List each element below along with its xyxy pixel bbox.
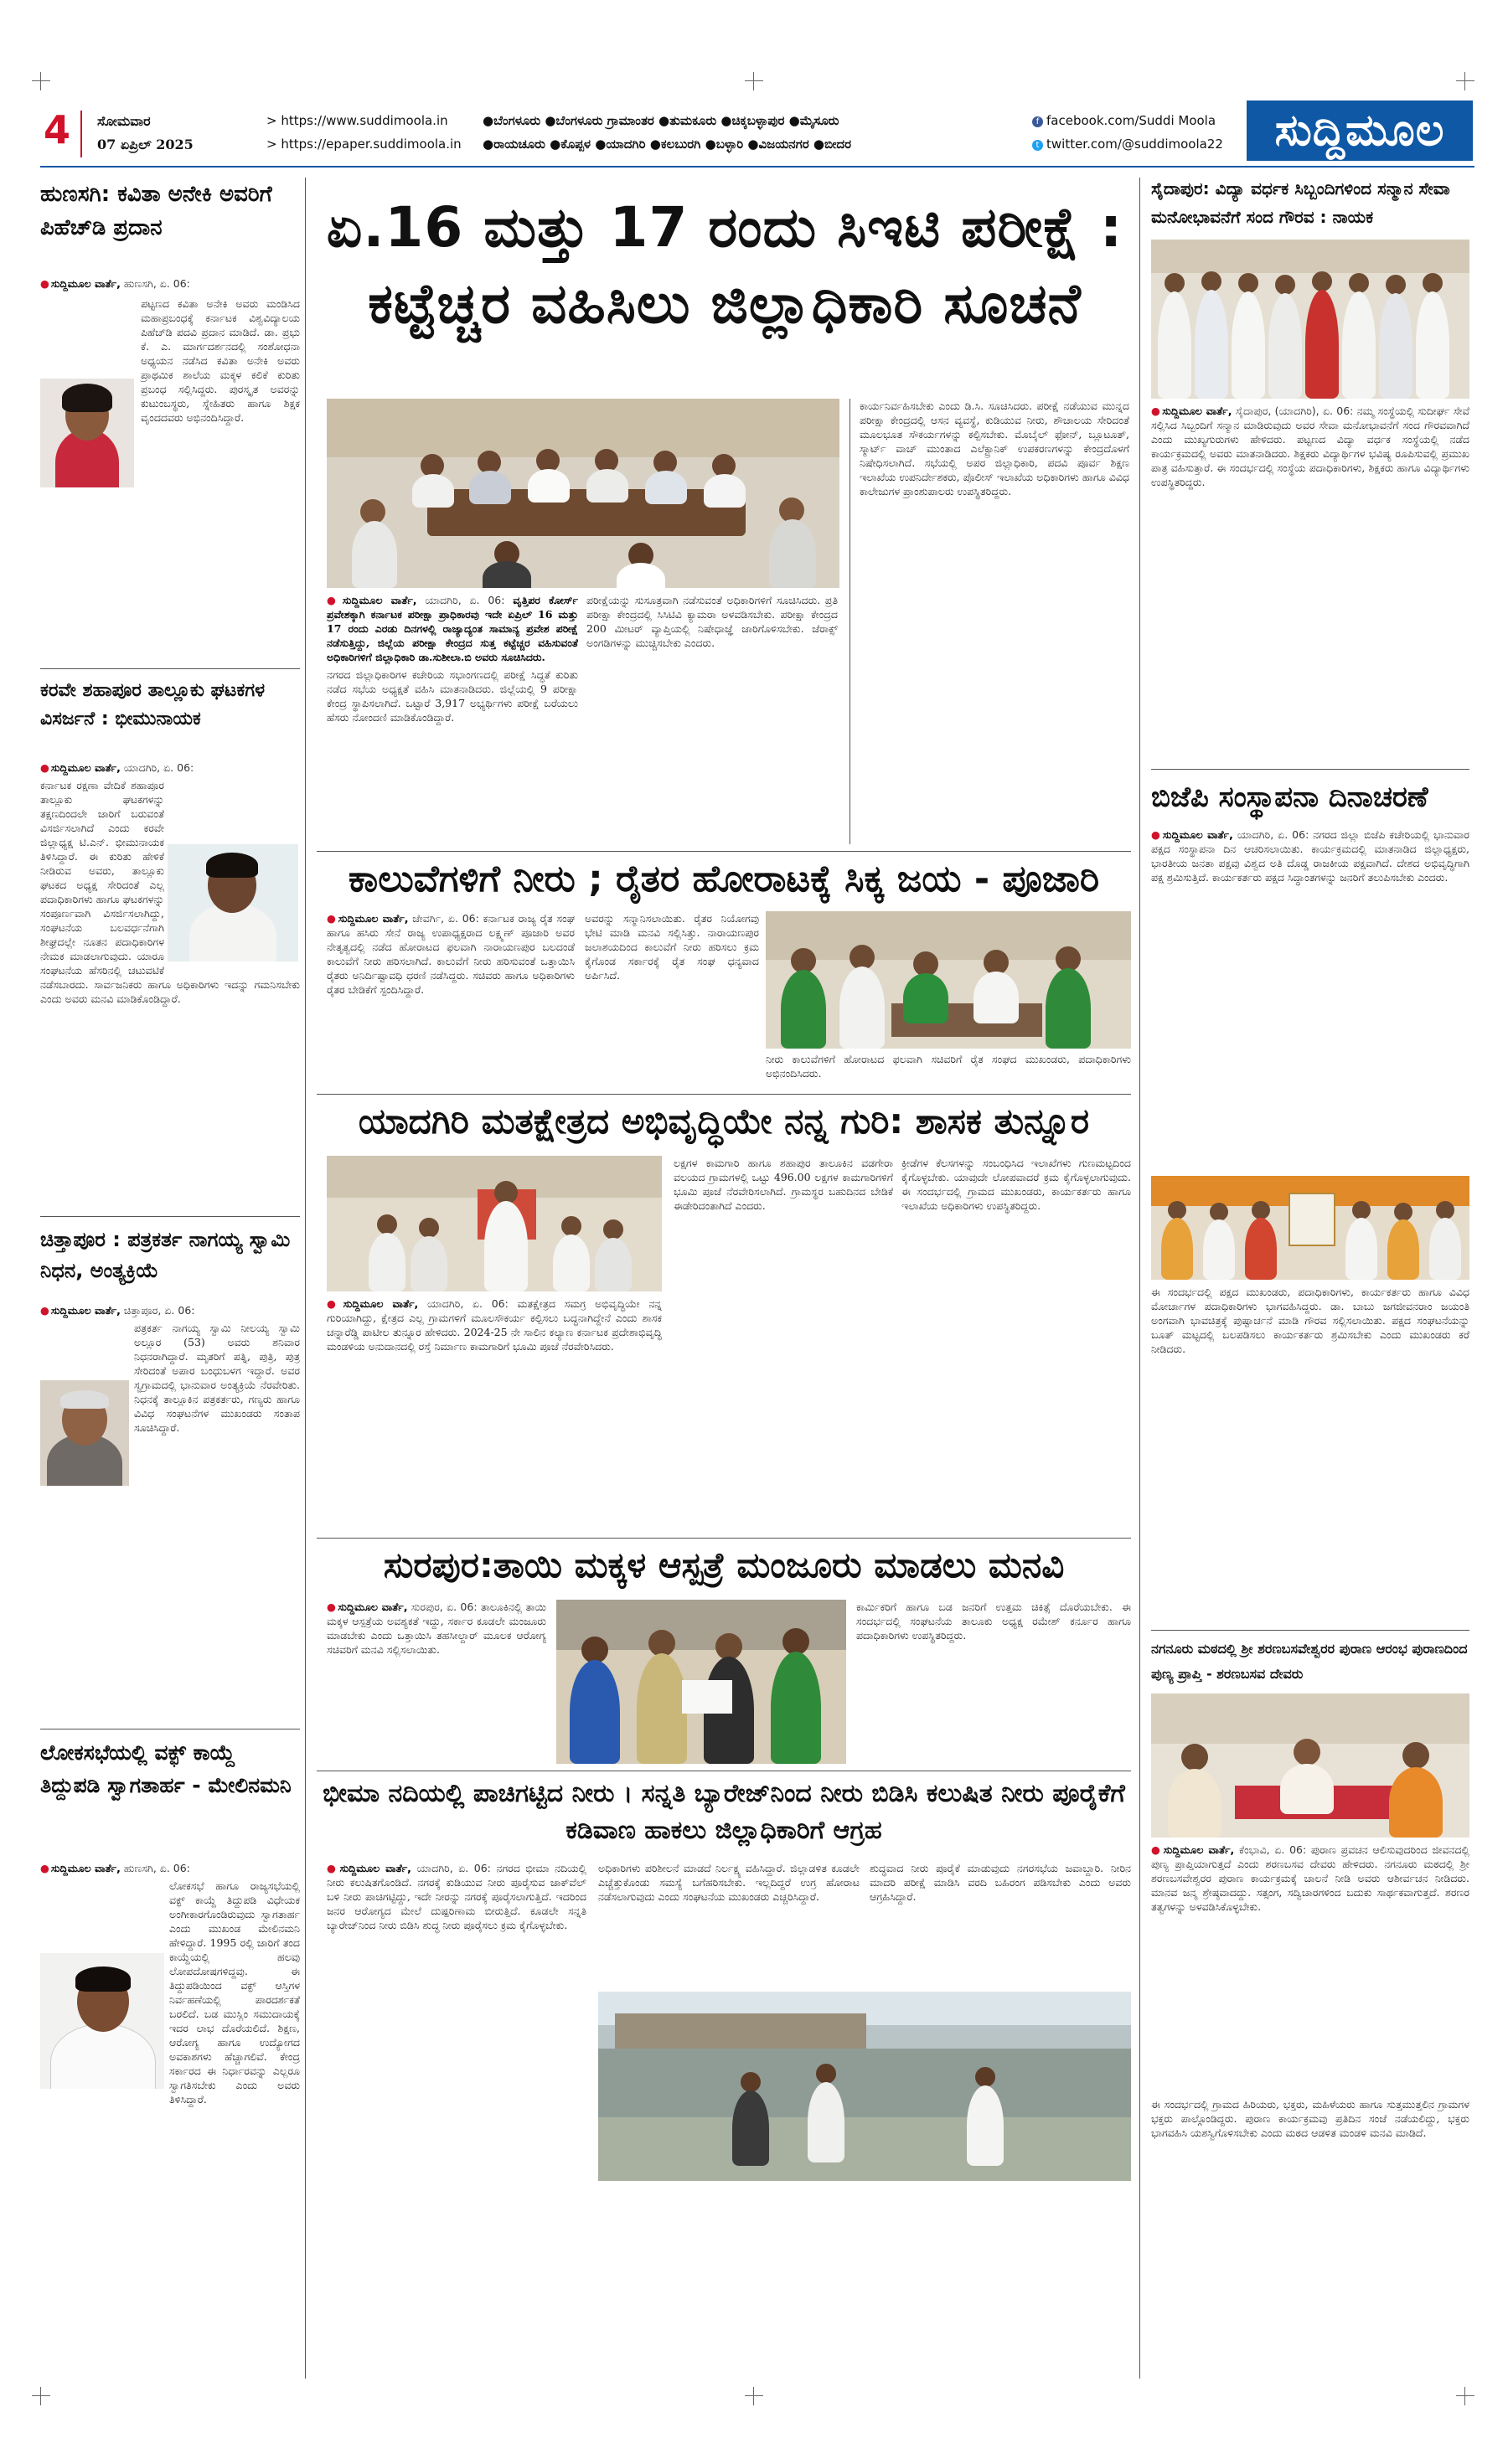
naganur-body-1: ● ಸುದ್ದಿಮೂಲ ವಾರ್ತೆ, ಕೆಂಭಾವಿ, ಏ. 06: ಪುರಾಣ ಪ್ರವಚನ ಆಲಿಸುವುದರಿಂದ ಜೀವನದಲ್ಲಿ ಪುಣ್ಯ ಪ್ರಾಪ್ತಿಯಾಗುತ್ತದೆ ಎಂದು ಶರಣಬಸವ ದೇವರು ಹೇಳಿದರು. ನಗನೂರು ಮಠದಲ್ಲಿ ಶ್ರೀ ಶರಣಬಸವೇಶ್ವರರ ಪುರಾಣ ಕಾರ್ಯಕ್ರಮಕ್ಕೆ ಚಾಲನೆ ನೀಡಿ ಅವರು ಆಶೀರ್ವಚನ ನೀಡಿದರು. ಮಾನವ ಜನ್ಮ ಶ್ರೇಷ್ಠವಾದದ್ದು. ಸತ್ಸಂಗ, ಸದ್ವಿಚಾರಗಳಿಂದ ಬದುಕು ಸಾರ್ಥಕವಾಗುತ್ತದೆ. ಶರಣರ ತತ್ವಗಳನ್ನು ಅಳವಡಿಸಿಕೊಳ್ಳಬೇಕು. <box>1151 1843 1469 2094</box>
article-karave-body: ● ಸುದ್ದಿಮೂಲ ವಾರ್ತೆ, ಯಾದಗಿರಿ, ಏ. 06: ಕರ್ನಾಟಕ ರಕ್ಷಣಾ ವೇದಿಕೆ ಶಹಾಪೂರ ತಾಲ್ಲೂಕು ಘಟಕಗಳನ್ನು ತಕ್ಷಣದಿಂದಲೇ ಜಾರಿಗೆ ಬರುವಂತೆ ವಿಸರ್ಜಿಸಲಾಗಿದೆ ಎಂದು ಕರವೇ ಜಿಲ್ಲಾಧ್ಯಕ್ಷ ಟಿ.ಎನ್. ಭೀಮುನಾಯಕ ತಿಳಿಸಿದ್ದಾರೆ. ಈ ಕುರಿತು ಹೇಳಿಕೆ ನೀಡಿರುವ ಅವರು, ತಾಲ್ಲೂಕು ಘಟಕದ ಅಧ್ಯಕ್ಷ ಸೇರಿದಂತೆ ಎಲ್ಲ ಪದಾಧಿಕಾರಿಗಳು ಹಾಗೂ ಘಟಕಗಳನ್ನು ಸಂಪೂರ್ಣವಾಗಿ ವಿಸರ್ಜಿಸಲಾಗಿದ್ದು, ಸಂಘಟನೆಯ ಬಲವರ್ಧನೆಗಾಗಿ ಶೀಘ್ರದಲ್ಲೇ ನೂತನ ಪದಾಧಿಕಾರಿಗಳ ನೇಮಕ ಮಾಡಲಾಗುವುದು. ಯಾರೂ ಸಂಘಟನೆಯ ಹೆಸರಿನಲ್ಲಿ ಚಟುವಟಿಕೆ ನಡೆಸಬಾರದು. ಸಾರ್ವಜನಿಕರು ಹಾಗೂ ಅಧಿಕಾರಿಗಳು ಇದನ್ನು ಗಮನಿಸಬೇಕು ಎಂದು ಅವರು ಮನವಿ ಮಾಡಿಕೊಂಡಿದ್ದಾರೆ. <box>40 760 300 1209</box>
saidapur-photo <box>1151 240 1469 399</box>
naganur-body-2: ಈ ಸಂದರ್ಭದಲ್ಲಿ ಗ್ರಾಮದ ಹಿರಿಯರು, ಭಕ್ತರು, ಮಹಿಳೆಯರು ಹಾಗೂ ಸುತ್ತಮುತ್ತಲಿನ ಗ್ರಾಮಗಳ ಭಕ್ತರು ಪಾಲ್ಗೊಂಡಿದ್ದರು. ಪುರಾಣ ಕಾರ್ಯಕ್ರಮವು ಪ್ರತಿದಿನ ಸಂಜೆ ನಡೆಯಲಿದ್ದು, ಭಕ್ತರು ಭಾಗವಹಿಸಿ ಯಶಸ್ವಿಗೊಳಿಸಬೇಕು ಎಂದು ಮಠದ ಆಡಳಿತ ಮಂಡಳಿ ಮನವಿ ಮಾಡಿದೆ. <box>1151 2098 1469 2139</box>
yadgir-photo <box>327 1156 662 1291</box>
facebook-icon: f <box>1032 116 1043 127</box>
cities-row-1: ●ಬೆಂಗಳೂರು ●ಬೆಂಗಳೂರು ಗ್ರಾಮಾಂತರ ●ತುಮಕೂರು ●ಚಿಕ್ಕಬಳ್ಳಾಪುರ ●ಮೈಸೂರು <box>483 113 839 128</box>
article-nagayya-body: ● ಸುದ್ದಿಮೂಲ ವಾರ್ತೆ, ಚಿತ್ತಾಪೂರ, ಏ. 06: ಪತ್ರಕರ್ತ ನಾಗಯ್ಯ ಸ್ವಾಮಿ ನೀಲಯ್ಯ ಸ್ವಾಮಿ ಅಲ್ಲೂರ (53) ಅವರು ಶನಿವಾರ ನಿಧನರಾಗಿದ್ದಾರೆ. ಮೃತರಿಗೆ ಪತ್ನಿ, ಪುತ್ರಿ, ಪುತ್ರ ಸೇರಿದಂತೆ ಅಪಾರ ಬಂಧುಬಳಗ ಇದ್ದಾರೆ. ಅವರ ಸ್ವಗ್ರಾಮದಲ್ಲಿ ಭಾನುವಾರ ಅಂತ್ಯಕ್ರಿಯೆ ನೆರವೇರಿತು. ನಿಧನಕ್ಕೆ ತಾಲ್ಲೂಕಿನ ಪತ್ರಕರ್ತರು, ಗಣ್ಯರು ಹಾಗೂ ವಿವಿಧ ಸಂಘಟನೆಗಳ ಮುಖಂಡರು ಸಂತಾಪ ಸೂಚಿಸಿದ್ದಾರೆ. <box>40 1303 300 1720</box>
header-rule <box>40 166 1474 168</box>
kaluve-photo <box>766 911 1131 1049</box>
crop-mark <box>1456 2387 1474 2405</box>
facebook-link[interactable]: f facebook.com/Suddi Moola <box>1032 113 1216 128</box>
column-rule <box>305 178 306 2379</box>
yadgir-col-2: ಲಕ್ಷಗಳ ಕಾಮಗಾರಿ ಹಾಗೂ ಶಹಾಪುರ ತಾಲೂಕಿನ ವಡಗೇರಾ ವಲಯದ ಗ್ರಾಮಗಳಲ್ಲಿ ಒಟ್ಟು 496.00 ಲಕ್ಷಗಳ ಕಾಮಗಾರಿಗಳಿಗೆ ಭೂಮಿ ಪೂಜೆ ನೆರವೇರಿಸಲಾಗಿದೆ. ಗ್ರಾಮಸ್ಥರ ಬಹುದಿನದ ಬೇಡಿಕೆ ಈಡೇರಿದಂತಾಗಿದೆ ಎಂದರು. <box>674 1157 893 1212</box>
kaluve-col-2: ಅವರನ್ನು ಸನ್ಮಾನಿಸಲಾಯಿತು. ರೈತರ ನಿಯೋಗವು ಭೇಟಿ ಮಾಡಿ ಮನವಿ ಸಲ್ಲಿಸಿತ್ತು. ನಾರಾಯಣಪುರ ಜಲಾಶಯದಿಂದ ಕಾಲುವೆಗೆ ನೀರು ಹರಿಸಲು ಕ್ರಮ ಕೈಗೊಂಡ ಸರ್ಕಾರಕ್ಕೆ ರೈತ ಸಂಘ ಧನ್ಯವಾದ ಅರ್ಪಿಸಿದೆ. <box>585 912 759 982</box>
section-rule <box>317 1094 1131 1095</box>
section-rule <box>317 851 1131 852</box>
section-rule <box>1151 769 1469 770</box>
section-rule <box>317 1538 1131 1539</box>
yadgir-col-3: ಕ್ರೀಡೆಗಳ ಕೆಲಸಗಳನ್ನು ಸಂಬಂಧಿಸಿದ ಇಲಾಖೆಗಳು ಗುಣಮಟ್ಟದಿಂದ ಕೈಗೊಳ್ಳಬೇಕು. ಯಾವುದೇ ಲೋಪವಾದರೆ ಕ್ರಮ ಕೈಗೊಳ್ಳಲಾಗುವುದು. ಈ ಸಂದರ್ಭದಲ್ಲಿ ಗ್ರಾಮದ ಮುಖಂಡರು, ಕಾರ್ಯಕರ್ತರು ಹಾಗೂ ಇಲಾಖೆಯ ಅಧಿಕಾರಿಗಳು ಉಪಸ್ಥಿತರಿದ್ದರು. <box>901 1157 1131 1212</box>
date-label: 07 ಏಪ್ರಿಲ್ 2025 <box>97 137 194 152</box>
twitter-icon: t <box>1032 140 1043 151</box>
kaluve-caption: ನೀರು ಕಾಲುವೆಗಳಿಗೆ ಹೋರಾಟದ ಫಲವಾಗಿ ಸಚಿವರಿಗೆ ರೈತ ಸಂಘದ ಮುಖಂಡರು, ಪದಾಧಿಕಾರಿಗಳು ಅಭಿನಂದಿಸಿದರು. <box>766 1053 1131 1080</box>
surapura-col-2: ಕಾರ್ಮಿಕರಿಗೆ ಹಾಗೂ ಬಡ ಜನರಿಗೆ ಉತ್ತಮ ಚಿಕಿತ್ಸೆ ದೊರೆಯಬೇಕು. ಈ ಸಂದರ್ಭದಲ್ಲಿ ಸಂಘಟನೆಯ ತಾಲೂಕು ಅಧ್ಯಕ್ಷ ರಮೇಶ್ ಕರ್ನೂರ ಹಾಗೂ ಪದಾಧಿಕಾರಿಗಳು ಉಪಸ್ಥಿತರಿದ್ದರು. <box>856 1601 1131 1642</box>
page-number-rule <box>80 111 82 157</box>
headline-surapura: ಸುರಪುರ:ತಾಯಿ ಮಕ್ಕಳ ಆಸ್ಪತ್ರೆ ಮಂಜೂರು ಮಾಡಲು ಮನವಿ <box>383 1544 1065 1585</box>
lead-col-1: ● ಸುದ್ದಿಮೂಲ ವಾರ್ತೆ, ಯಾದಗಿರಿ, ಏ. 06: ವೃತ್ತಿಪರ ಕೋರ್ಸ್ ಪ್ರವೇಶಕ್ಕಾಗಿ ಕರ್ನಾಟಕ ಪರೀಕ್ಷಾ ಪ್ರಾಧಿಕಾರವು ಇದೇ ಏಪ್ರಿಲ್ 16 ಮತ್ತು 17 ರಂದು ಎರಡು ದಿನಗಳಲ್ಲಿ ರಾಜ್ಯಾದ್ಯಂತ ಸಾಮಾನ್ಯ ಪ್ರವೇಶ ಪರೀಕ್ಷೆ ನಡೆಸುತ್ತಿದ್ದು, ಜಿಲ್ಲೆಯ ಪರೀಕ್ಷಾ ಕೇಂದ್ರದ ಸುತ್ತ ಕಟ್ಟೆಚ್ಚರ ವಹಿಸುವಂತೆ ಅಧಿಕಾರಿಗಳಿಗೆ ಜಿಲ್ಲಾಧಿಕಾರಿ ಡಾ.ಸುಶೀಲಾ.ಬಿ ಅವರು ಸೂಚಿಸಿದರು. ನಗರದ ಜಿಲ್ಲಾಧಿಕಾರಿಗಳ ಕಚೇರಿಯ ಸಭಾಂಗಣದಲ್ಲಿ ಪರೀಕ್ಷೆ ಸಿದ್ಧತೆ ಕುರಿತು ನಡೆದ ಸಭೆಯ ಅಧ್ಯಕ್ಷತೆ ವಹಿಸಿ ಮಾತನಾಡಿದರು. ಜಿಲ್ಲೆಯಲ್ಲಿ 9 ಪರೀಕ್ಷಾ ಕೇಂದ್ರ ಸ್ಥಾಪಿಸಲಾಗಿದೆ. ಒಟ್ಟಾರೆ 3,917 ಅಭ್ಯರ್ಥಿಗಳು ಪರೀಕ್ಷೆ ಬರೆಯಲು ಹೆಸರು ನೋಂದಣಿ ಮಾಡಿಕೊಂಡಿದ್ದಾರೆ. <box>327 593 578 844</box>
section-rule <box>1151 1630 1469 1631</box>
lead-photo <box>327 399 839 588</box>
bheema-col-2: ಅಧಿಕಾರಿಗಳು ಪರಿಶೀಲನೆ ಮಾಡದೆ ನಿರ್ಲಕ್ಷ್ಯ ವಹಿಸಿದ್ದಾರೆ. ಜಿಲ್ಲಾಡಳಿತ ಕೂಡಲೇ ಎಚ್ಚೆತ್ತುಕೊಂಡು ಸಮಸ್ಯೆ ಬಗೆಹರಿಸಬೇಕು. ಇಲ್ಲದಿದ್ದರೆ ಉಗ್ರ ಹೋರಾಟ ನಡೆಸಲಾಗುವುದು ಎಂದು ಸಂಘಟನೆಯ ಮುಖಂಡರು ಎಚ್ಚರಿಸಿದ್ದಾರೆ. <box>598 1862 860 1903</box>
surapura-photo <box>556 1600 846 1764</box>
naganur-photo <box>1151 1693 1469 1838</box>
chevron-right-icon: > <box>266 137 277 152</box>
bjp-body-2: ಈ ಸಂದರ್ಭದಲ್ಲಿ ಪಕ್ಷದ ಮುಖಂಡರು, ಪದಾಧಿಕಾರಿಗಳು, ಕಾರ್ಯಕರ್ತರು ಹಾಗೂ ವಿವಿಧ ಮೋರ್ಚಾಗಳ ಪದಾಧಿಕಾರಿಗಳು ಭಾಗವಹಿಸಿದ್ದರು. ಡಾ. ಬಾಬು ಜಗಜೀವನರಾಂ ಜಯಂತಿ ಅಂಗವಾಗಿ ಭಾವಚಿತ್ರಕ್ಕೆ ಪುಷ್ಪಾರ್ಚನೆ ಮಾಡಿ ಗೌರವ ಸಲ್ಲಿಸಲಾಯಿತು. ಪಕ್ಷದ ಸಂಘಟನೆಯನ್ನು ಬೂತ್ ಮಟ್ಟದಲ್ಲಿ ಬಲಪಡಿಸಲು ಕಾರ್ಯಕರ್ತರು ಶ್ರಮಿಸಬೇಕು ಎಂದು ಮುಖಂಡರು ಕರೆ ನೀಡಿದರು. <box>1151 1286 1469 1355</box>
headline-saidapur: ಸೈದಾಪುರ: ವಿದ್ಯಾ ವರ್ಧಕ ಸಿಬ್ಬಂದಿಗಳಿಂದ ಸನ್ಮಾನ ಸೇವಾ ಮನೋಭಾವನೆಗೆ ಸಂದ ಗೌರವ : ನಾಯಕ <box>1151 178 1450 227</box>
bheema-photo <box>598 1992 1131 2181</box>
lead-headline: ಏ.16 ಮತ್ತು 17 ರಂದು ಸಿಇಟಿ ಪರೀಕ್ಷೆ : ಕಟ್ಟೆಚ್ಚರ ವಹಿಸಿಲು ಜಿಲ್ಲಾಧಿಕಾರಿ ಸೂಚನೆ <box>326 195 1123 337</box>
bheema-col-1: ● ಸುದ್ದಿಮೂಲ ವಾರ್ತೆ, ಯಾದಗಿರಿ, ಏ. 06: ನಗರದ ಭೀಮಾ ನದಿಯಲ್ಲಿ ನೀರು ಕಲುಷಿತಗೊಂಡಿದೆ. ನಗರಕ್ಕೆ ಕುಡಿಯುವ ನೀರು ಪೂರೈಸುವ ಜಾಕ್‌ವೆಲ್ ಬಳಿ ನೀರು ಪಾಚಿಗಟ್ಟಿದ್ದು, ಇದೇ ನೀರನ್ನು ನಗರಕ್ಕೆ ಪೂರೈಸಲಾಗುತ್ತಿದೆ. ಇದರಿಂದ ಜನರ ಆರೋಗ್ಯದ ಮೇಲೆ ದುಷ್ಪರಿಣಾಮ ಬೀರುತ್ತಿದೆ. ಕೂಡಲೇ ಸನ್ನತಿ ಬ್ಯಾರೇಜ್‌ನಿಂದ ನೀರು ಬಿಡಿಸಿ ಶುದ್ಧ ನೀರು ಪೂರೈಸಲು ಕ್ರಮ ಕೈಗೊಳ್ಳಬೇಕು. <box>327 1861 586 2379</box>
day-label: ಸೋಮವಾರ <box>97 113 151 129</box>
headline-waqf: ಲೋಕಸಭೆಯಲ್ಲಿ ವಕ್ಫ್ ಕಾಯ್ದೆ ತಿದ್ದುಪಡಿ ಸ್ವಾಗತಾರ್ಹ - ಮೇಲಿನಮನಿ <box>40 1740 292 1797</box>
headline-bheema: ಭೀಮಾ ನದಿಯಲ್ಲಿ ಪಾಚಿಗಟ್ಟಿದ ನೀರು । ಸನ್ನತಿ ಬ್ಯಾರೇಜ್‌ನಿಂದ ನೀರು ಬಿಡಿಸಿ ಕಲುಷಿತ ನೀರು ಪೂರೈಕೆಗೆ ಕಡಿವಾಣ ಹಾಕಲು ಜಿಲ್ಲಾಧಿಕಾರಿಗೆ ಆಗ್ರಹ <box>323 1779 1125 1845</box>
section-rule <box>40 668 300 669</box>
headline-naganur: ನಗನೂರು ಮಠದಲ್ಲಿ ಶ್ರೀ ಶರಣಬಸವೇಶ್ವರರ ಪುರಾಣ ಆರಂಭ ಪುರಾಣದಿಂದ ಪುಣ್ಯ ಪ್ರಾಪ್ತಿ - ಶರಣಬಸವ ದೇವರು <box>1151 1641 1468 1682</box>
headline-bjp: ಬಿಜೆಪಿ ಸಂಸ್ಥಾಪನಾ ದಿನಾಚರಣೆ <box>1151 781 1428 814</box>
headline-kaluve: ಕಾಲುವೆಗಳಿಗೆ ನೀರು ; ರೈತರ ಹೋರಾಟಕ್ಕೆ ಸಿಕ್ಕ ಜಯ - ಪೂಜಾರಿ <box>348 858 1100 900</box>
saidapur-body: ● ಸುದ್ದಿಮೂಲ ವಾರ್ತೆ, ಸೈದಾಪುರ, (ಯಾದಗಿರಿ), ಏ. 06: ನಮ್ಮ ಸಂಸ್ಥೆಯಲ್ಲಿ ಸುದೀರ್ಘ ಸೇವೆ ಸಲ್ಲಿಸಿದ ಸಿಬ್ಬಂದಿಗೆ ಸನ್ಮಾನ ಮಾಡಿರುವುದು ಅವರ ಸೇವಾ ಮನೋಭಾವನೆಗೆ ಸಂದ ಗೌರವವಾಗಿದೆ ಎಂದು ಮುಖ್ಯಗುರುಗಳು ಹೇಳಿದರು. ಪಟ್ಟಣದ ವಿದ್ಯಾ ವರ್ಧಕ ಸಂಸ್ಥೆಯಲ್ಲಿ ನಡೆದ ಕಾರ್ಯಕ್ರಮದಲ್ಲಿ ಅವರು ಮಾತನಾಡಿದರು. ಶಿಕ್ಷಕರು ವಿದ್ಯಾರ್ಥಿಗಳ ಭವಿಷ್ಯ ರೂಪಿಸುವಲ್ಲಿ ಪ್ರಮುಖ ಪಾತ್ರ ವಹಿಸುತ್ತಾರೆ. ಈ ಸಂದರ್ಭದಲ್ಲಿ ಸಂಸ್ಥೆಯ ಪದಾಧಿಕಾರಿಗಳು, ಶಿಕ್ಷಕರು ಹಾಗೂ ವಿದ್ಯಾರ್ಥಿಗಳು ಉಪಸ್ಥಿತರಿದ್ದರು. <box>1151 404 1469 762</box>
masthead-logo: ಸುದ್ದಿಮೂಲ <box>1247 101 1473 161</box>
website-link[interactable]: > https://www.suddimoola.in <box>266 113 448 128</box>
section-rule <box>40 1216 300 1217</box>
chevron-right-icon: > <box>266 113 277 128</box>
headline-nagayya: ಚಿತ್ತಾಪೂರ : ಪತ್ರಕರ್ತ ನಾಗಯ್ಯ ಸ್ವಾಮಿ ನಿಧನ, ಅಂತ್ಯಕ್ರಿಯೆ <box>40 1228 291 1283</box>
crop-mark <box>32 72 50 90</box>
page-number: 4 <box>44 107 71 152</box>
cities-row-2: ●ರಾಯಚೂರು ●ಕೊಪ್ಪಳ ●ಯಾದಗಿರಿ ●ಕಲಬುರಗಿ ●ಬಳ್ಳಾರಿ ●ವಿಜಯನಗರ ●ಬೀದರ <box>483 137 852 152</box>
lead-col-3: ಕಾರ್ಯನಿರ್ವಹಿಸಬೇಕು ಎಂದು ಡಿ.ಸಿ. ಸೂಚಿಸಿದರು. ಪರೀಕ್ಷೆ ನಡೆಯುವ ಮುನ್ನದ ಪರೀಕ್ಷಾ ಕೇಂದ್ರದಲ್ಲಿ ಆಸನ ವ್ಯವಸ್ಥೆ, ಕುಡಿಯುವ ನೀರು, ಶೌಚಾಲಯ ಸೇರಿದಂತೆ ಮೂಲಭೂತ ಸೌಕರ್ಯಗಳನ್ನು ಕಲ್ಪಿಸಬೇಕು. ಮೊಬೈಲ್ ಫೋನ್, ಬ್ಲೂಟೂತ್, ಸ್ಮಾರ್ಟ್ ವಾಚ್ ಮುಂತಾದ ಎಲೆಕ್ಟ್ರಾನಿಕ್ ಉಪಕರಣಗಳನ್ನು ಕೇಂದ್ರದೊಳಗೆ ನಿಷೇಧಿಸಲಾಗಿದೆ. ಸಭೆಯಲ್ಲಿ ಅಪರ ಜಿಲ್ಲಾಧಿಕಾರಿ, ಪದವಿ ಪೂರ್ವ ಶಿಕ್ಷಣ ಇಲಾಖೆಯ ಉಪನಿರ್ದೇಶಕರು, ಪೊಲೀಸ್ ಇಲಾಖೆಯ ಅಧಿಕಾರಿಗಳು ಹಾಗೂ ವಿವಿಧ ಕಾಲೇಜುಗಳ ಪ್ರಾಂಶುಪಾಲರು ಉಪಸ್ಥಿತರಿದ್ದರು. <box>860 399 1129 497</box>
article-phd-intro: ● ಸುದ್ದಿಮೂಲ ವಾರ್ತೆ, ಹುಣಸಗಿ, ಏ. 06: <box>40 276 300 338</box>
crop-mark <box>745 2387 763 2405</box>
crop-mark <box>745 72 763 90</box>
article-phd-body: ಪಟ್ಟಣದ ಕವಿತಾ ಅನೇಕಿ ಅವರು ಮಂಡಿಸಿದ ಮಹಾಪ್ರಬಂಧಕ್ಕೆ ಕರ್ನಾಟಕ ವಿಶ್ವವಿದ್ಯಾಲಯ ಪಿಹೆಚ್‌ಡಿ ಪದವಿ ಪ್ರದಾನ ಮಾಡಿದೆ. ಡಾ. ಪ್ರಭು ಕೆ. ಎ. ಮಾರ್ಗದರ್ಶನದಲ್ಲಿ ಸಂಶೋಧನಾ ಅಧ್ಯಯನ ನಡೆಸಿದ ಕವಿತಾ ಅನೇಕಿ ಅವರು ಪ್ರಾಥಮಿಕ ಶಾಲೆಯ ಮಕ್ಕಳ ಕಲಿಕೆ ಕುರಿತು ಪ್ರಬಂಧ ಸಲ್ಲಿಸಿದ್ದರು. ಪುರಸ್ಕೃತ ಅವರನ್ನು ಕುಟುಂಬಸ್ಥರು, ಸ್ನೇಹಿತರು ಹಾಗೂ ಶಿಕ್ಷಕ ವೃಂದದವರು ಅಭಿನಂದಿಸಿದ್ದಾರೆ. <box>141 297 300 424</box>
epaper-link[interactable]: > https://epaper.suddimoola.in <box>266 137 462 152</box>
headline-phd: ಹುಣಸಗಿ: ಕವಿತಾ ಅನೇಕಿ ಅವರಿಗೆ ಪಿಹೆಚ್‌ಡಿ ಪ್ರದಾನ <box>40 182 272 241</box>
article-waqf-body: ● ಸುದ್ದಿಮೂಲ ವಾರ್ತೆ, ಹುಣಸಗಿ, ಏ. 06: ಲೋಕಸಭೆ ಹಾಗೂ ರಾಜ್ಯಸಭೆಯಲ್ಲಿ ವಕ್ಫ್ ಕಾಯ್ದೆ ತಿದ್ದುಪಡಿ ವಿಧೇಯಕ ಅಂಗೀಕಾರಗೊಂಡಿರುವುದು ಸ್ವಾಗತಾರ್ಹ ಎಂದು ಮುಖಂಡ ಮೇಲಿನಮನಿ ಹೇಳಿದ್ದಾರೆ. 1995 ರಲ್ಲಿ ಜಾರಿಗೆ ತಂದ ಕಾಯ್ದೆಯಲ್ಲಿ ಹಲವು ಲೋಪದೋಷಗಳಿದ್ದವು. ಈ ತಿದ್ದುಪಡಿಯಿಂದ ವಕ್ಫ್ ಆಸ್ತಿಗಳ ನಿರ್ವಹಣೆಯಲ್ಲಿ ಪಾರದರ್ಶಕತೆ ಬರಲಿದೆ. ಬಡ ಮುಸ್ಲಿಂ ಸಮುದಾಯಕ್ಕೆ ಇದರ ಲಾಭ ದೊರೆಯಲಿದೆ. ಶಿಕ್ಷಣ, ಆರೋಗ್ಯ ಹಾಗೂ ಉದ್ಯೋಗದ ಅವಕಾಶಗಳು ಹೆಚ್ಚಾಗಲಿವೆ. ಕೇಂದ್ರ ಸರ್ಕಾರದ ಈ ನಿರ್ಧಾರವನ್ನು ಎಲ್ಲರೂ ಸ್ವಾಗತಿಸಬೇಕು ಎಂದು ಅವರು ತಿಳಿಸಿದ್ದಾರೆ. <box>40 1861 300 2379</box>
headline-yadgir: ಯಾದಗಿರಿ ಮತಕ್ಷೇತ್ರದ ಅಭಿವೃದ್ಧಿಯೇ ನನ್ನ ಗುರಿ: ಶಾಸಕ ತುನ್ನೂರ <box>358 1101 1090 1142</box>
lead-col-2: ಪರೀಕ್ಷೆಯನ್ನು ಸುಸೂತ್ರವಾಗಿ ನಡೆಸುವಂತೆ ಅಧಿಕಾರಿಗಳಿಗೆ ಸೂಚಿಸಿದರು. ಪ್ರತಿ ಪರೀಕ್ಷಾ ಕೇಂದ್ರದಲ್ಲಿ ಸಿಸಿಟಿವಿ ಕ್ಯಾಮರಾ ಅಳವಡಿಸಬೇಕು. ಪರೀಕ್ಷಾ ಕೇಂದ್ರದ 200 ಮೀಟರ್ ವ್ಯಾಪ್ತಿಯಲ್ಲಿ ನಿಷೇಧಾಜ್ಞೆ ಜಾರಿಗೊಳಿಸಬೇಕು. ಜೆರಾಕ್ಸ್ ಅಂಗಡಿಗಳನ್ನು ಮುಚ್ಚಿಸಬೇಕು ಎಂದರು. <box>586 594 838 649</box>
bheema-col-3: ಶುದ್ಧವಾದ ನೀರು ಪೂರೈಕೆ ಮಾಡುವುದು ನಗರಸಭೆಯ ಜವಾಬ್ದಾರಿ. ನೀರಿನ ಮಾದರಿ ಪರೀಕ್ಷೆ ಮಾಡಿಸಿ ವರದಿ ಬಹಿರಂಗ ಪಡಿಸಬೇಕು ಎಂದು ಅವರು ಆಗ್ರಹಿಸಿದ್ದಾರೆ. <box>870 1862 1131 1903</box>
bjp-body-1: ● ಸುದ್ದಿಮೂಲ ವಾರ್ತೆ, ಯಾದಗಿರಿ, ಏ. 06: ನಗರದ ಜಿಲ್ಲಾ ಬಿಜೆಪಿ ಕಚೇರಿಯಲ್ಲಿ ಭಾನುವಾರ ಪಕ್ಷದ ಸಂಸ್ಥಾಪನಾ ದಿನ ಆಚರಿಸಲಾಯಿತು. ಕಾರ್ಯಕ್ರಮದಲ್ಲಿ ಮಾತನಾಡಿದ ಜಿಲ್ಲಾಧ್ಯಕ್ಷರು, ಭಾರತೀಯ ಜನತಾ ಪಕ್ಷವು ವಿಶ್ವದ ಅತಿ ದೊಡ್ಡ ರಾಜಕೀಯ ಪಕ್ಷವಾಗಿದೆ. ದೇಶದ ಅಭಿವೃದ್ಧಿಗಾಗಿ ಪಕ್ಷ ಶ್ರಮಿಸುತ್ತಿದೆ. ಕಾರ್ಯಕರ್ತರು ಪಕ್ಷದ ಸಿದ್ಧಾಂತಗಳನ್ನು ಜನರಿಗೆ ತಲುಪಿಸಬೇಕು ಎಂದರು. <box>1151 827 1469 1174</box>
crop-mark <box>32 2387 50 2405</box>
crop-mark <box>1456 72 1474 90</box>
bjp-photo <box>1151 1176 1469 1280</box>
yadgir-col-1: ● ಸುದ್ದಿಮೂಲ ವಾರ್ತೆ, ಯಾದಗಿರಿ, ಏ. 06: ಮತಕ್ಷೇತ್ರದ ಸಮಗ್ರ ಅಭಿವೃದ್ಧಿಯೇ ನನ್ನ ಗುರಿಯಾಗಿದ್ದು, ಕ್ಷೇತ್ರದ ಎಲ್ಲ ಗ್ರಾಮಗಳಿಗೆ ಮೂಲಸೌಕರ್ಯ ಕಲ್ಪಿಸಲು ಬದ್ಧನಾಗಿದ್ದೇನೆ ಎಂದು ಶಾಸಕ ಚನ್ನಾರೆಡ್ಡಿ ಪಾಟೀಲ ತುನ್ನೂರ ಹೇಳಿದರು. 2024-25 ನೇ ಸಾಲಿನ ಕಲ್ಯಾಣ ಕರ್ನಾಟಕ ಪ್ರದೇಶಾಭಿವೃದ್ಧಿ ಮಂಡಳಿಯ ಅನುದಾನದಲ್ಲಿ ರಸ್ತೆ ನಿರ್ಮಾಣ ಕಾಮಗಾರಿಗೆ ಭೂಮಿ ಪೂಜೆ ನೆರವೇರಿಸಿದರು. <box>327 1296 662 1531</box>
twitter-link[interactable]: t twitter.com/@suddimoola22 <box>1032 137 1223 152</box>
surapura-col-1: ● ಸುದ್ದಿಮೂಲ ವಾರ್ತೆ, ಸುರಪುರ, ಏ. 06: ತಾಲೂಕಿನಲ್ಲಿ ತಾಯಿ ಮಕ್ಕಳ ಆಸ್ಪತ್ರೆಯ ಅವಶ್ಯಕತೆ ಇದ್ದು, ಸರ್ಕಾರ ಕೂಡಲೇ ಮಂಜೂರು ಮಾಡಬೇಕು ಎಂದು ಒತ್ತಾಯಿಸಿ ತಹಸೀಲ್ದಾರ್ ಮೂಲಕ ಆರೋಗ್ಯ ಸಚಿವರಿಗೆ ಮನವಿ ಸಲ್ಲಿಸಲಾಯಿತು. <box>327 1600 546 1764</box>
kaluve-col-1: ● ಸುದ್ದಿಮೂಲ ವಾರ್ತೆ, ಜೇವರ್ಗಿ, ಏ. 06: ಕರ್ನಾಟಕ ರಾಜ್ಯ ರೈತ ಸಂಘ ಹಾಗೂ ಹಸಿರು ಸೇನೆ ರಾಜ್ಯ ಉಪಾಧ್ಯಕ್ಷರಾದ ಲಕ್ಷ್ಮಣ್ ಪೂಜಾರಿ ಅವರ ನೇತೃತ್ವದಲ್ಲಿ ನಡೆದ ಹೋರಾಟದ ಫಲವಾಗಿ ನಾರಾಯಣಪುರ ಬಲದಂಡೆ ಕಾಲುವೆಗೆ ನೀರು ಹರಿಸಲಾಗಿದೆ. ಕಾಲುವೆಗೆ ನೀರು ಹರಿಸುವಂತೆ ಒತ್ತಾಯಿಸಿ ರೈತರು ಅನಿರ್ದಿಷ್ಟಾವಧಿ ಧರಣಿ ನಡೆಸಿದ್ದರು. ಸಚಿವರು ಹಾಗೂ ಅಧಿಕಾರಿಗಳು ರೈತರ ಬೇಡಿಕೆಗೆ ಸ್ಪಂದಿಸಿದ್ದಾರೆ. <box>327 911 575 1087</box>
column-rule <box>1139 178 1140 2379</box>
headline-karave: ಕರವೇ ಶಹಾಪೂರ ತಾಲ್ಲೂಕು ಘಟಕಗಳ ವಿಸರ್ಜನೆ : ಭೀಮುನಾಯಕ <box>40 680 266 730</box>
